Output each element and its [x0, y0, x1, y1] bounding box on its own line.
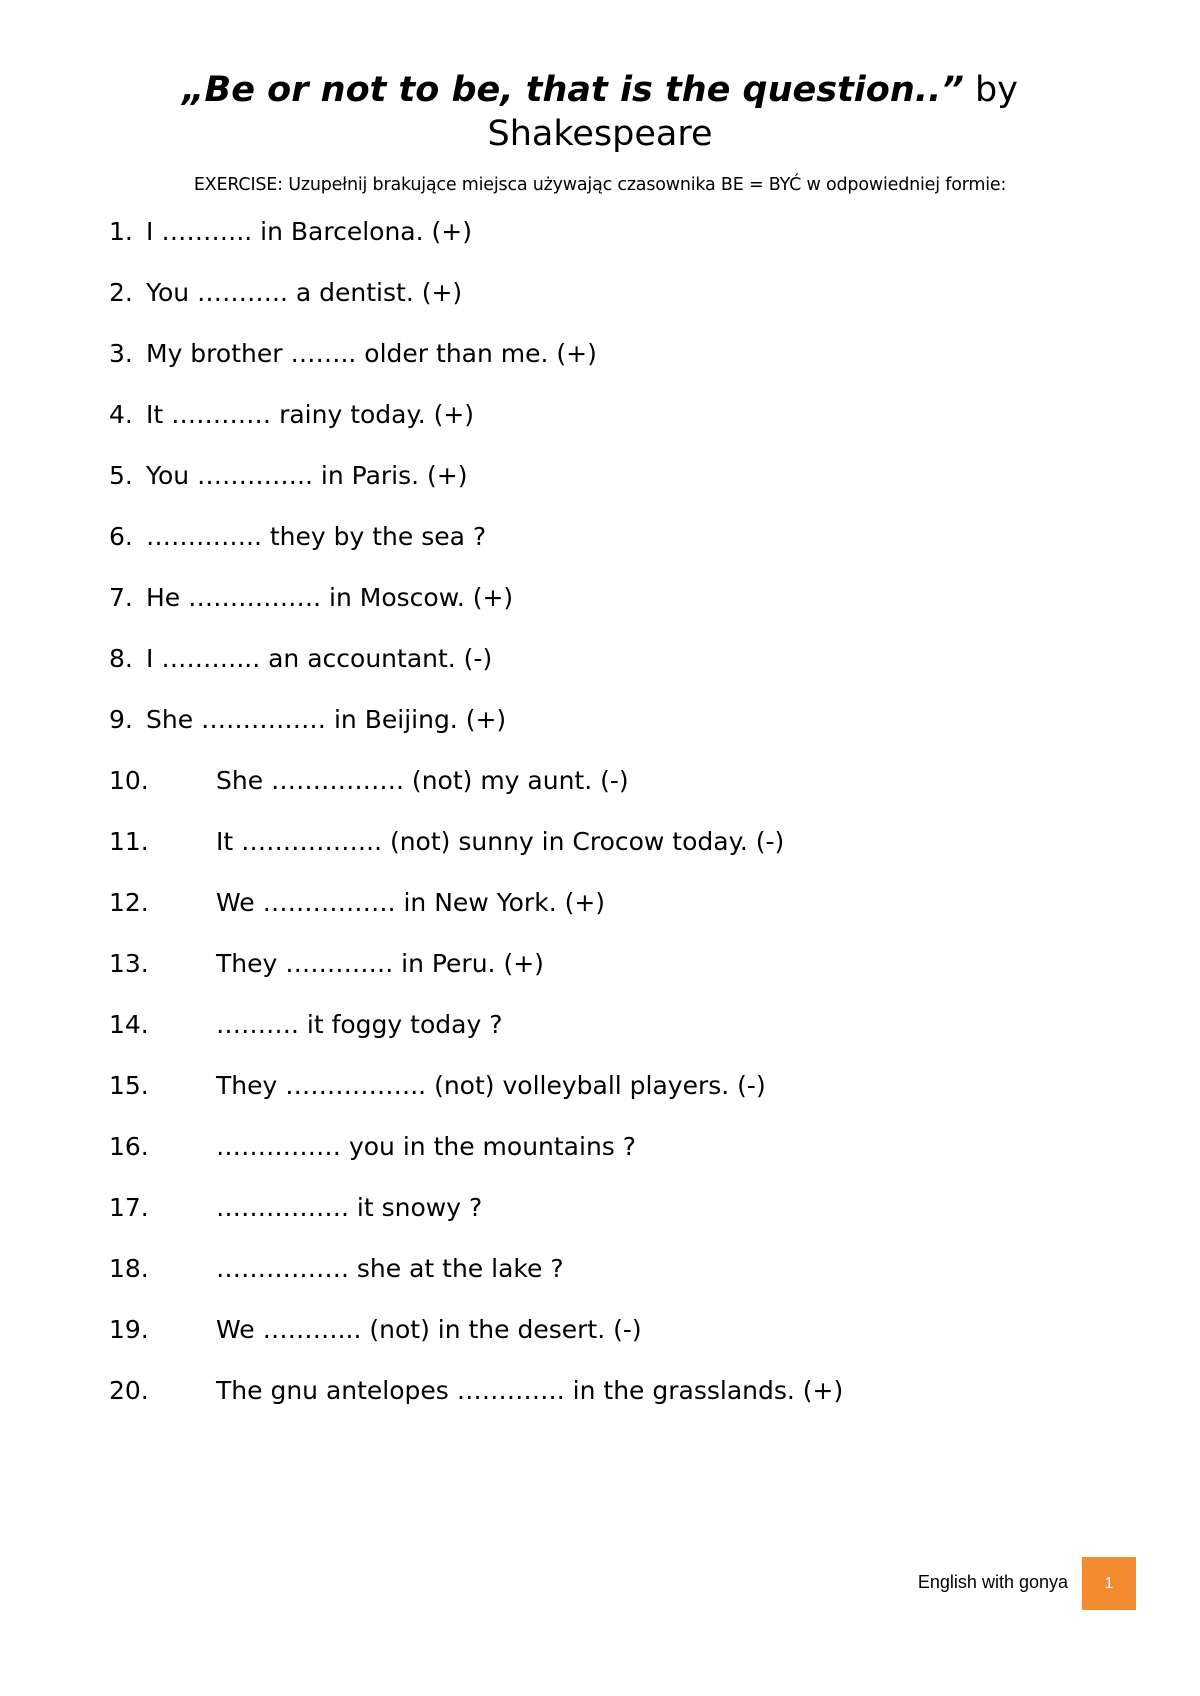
exercise-item	[0, 944, 1200, 984]
exercise-item	[0, 517, 1200, 557]
exercise-item	[0, 334, 1200, 374]
title-by: by	[963, 70, 1018, 110]
exercise-sentence: I ……….. in Barcelona. (+)	[146, 217, 472, 246]
exercise-sentence: We ……………. in New York. (+)	[216, 888, 606, 917]
exercise-item	[0, 639, 1200, 679]
exercise-number: 6.	[109, 522, 133, 551]
exercise-item	[0, 1310, 1200, 1350]
exercise-number: 9.	[109, 705, 133, 734]
exercise-item	[0, 395, 1200, 435]
exercise-sentence: My brother …….. older than me. (+)	[146, 339, 597, 368]
exercise-item	[0, 1066, 1200, 1106]
exercise-sentence: …………… you in the mountains ?	[216, 1132, 637, 1161]
exercise-number: 13.	[109, 949, 149, 978]
exercise-item	[0, 1249, 1200, 1289]
exercise-item	[0, 456, 1200, 496]
exercise-number: 19.	[109, 1315, 149, 1344]
exercise-item	[0, 212, 1200, 252]
exercise-sentence: ……………. she at the lake ?	[216, 1254, 564, 1283]
exercise-sentence: You ……….. a dentist. (+)	[146, 278, 463, 307]
exercise-sentence: He ……………. in Moscow. (+)	[146, 583, 514, 612]
exercise-item	[0, 273, 1200, 313]
exercise-item	[0, 578, 1200, 618]
title-author: Shakespeare	[487, 114, 713, 154]
exercise-number: 14.	[109, 1010, 149, 1039]
exercise-item	[0, 1188, 1200, 1228]
exercise-sentence: ………. it foggy today ?	[216, 1010, 503, 1039]
exercise-sentence: She ……………. (not) my aunt. (-)	[216, 766, 629, 795]
exercise-sentence: ………….. they by the sea ?	[146, 522, 487, 551]
exercise-number: 16.	[109, 1132, 149, 1161]
exercise-number: 3.	[109, 339, 133, 368]
exercise-number: 20.	[109, 1376, 149, 1405]
exercise-item	[0, 1127, 1200, 1167]
exercise-sentence: It …………….. (not) sunny in Crocow today. (-)	[216, 827, 785, 856]
page-title	[0, 68, 1200, 156]
exercise-sentence: You ………….. in Paris. (+)	[146, 461, 468, 490]
exercise-sentence: We ………... (not) in the desert. (-)	[216, 1315, 642, 1344]
exercise-item	[0, 700, 1200, 740]
exercise-number: 4.	[109, 400, 133, 429]
exercise-number: 11.	[109, 827, 149, 856]
exercise-sentence: I ………... an accountant. (-)	[146, 644, 493, 673]
exercise-number: 2.	[109, 278, 133, 307]
exercise-number: 8.	[109, 644, 133, 673]
exercise-sentence: They …………….. (not) volleyball players. (-)	[216, 1071, 766, 1100]
exercise-sentence: The gnu antelopes …………. in the grasslands. (+)	[216, 1376, 844, 1405]
exercise-number: 1.	[109, 217, 133, 246]
exercise-number: 10.	[109, 766, 149, 795]
exercise-item	[0, 822, 1200, 862]
exercise-sentence: They …………. in Peru. (+)	[216, 949, 544, 978]
exercise-number: 5.	[109, 461, 133, 490]
exercise-item	[0, 1371, 1200, 1411]
exercise-number: 12.	[109, 888, 149, 917]
exercise-number: 7.	[109, 583, 133, 612]
title-quote: „Be or not to be, that is the question..”	[182, 70, 964, 110]
exercise-item	[0, 883, 1200, 923]
exercise-sentence: It ………… rainy today. (+)	[146, 400, 475, 429]
exercise-item	[0, 1005, 1200, 1045]
footer-text: English with gonya	[917, 1572, 1068, 1592]
exercise-number: 18.	[109, 1254, 149, 1283]
exercise-sentence: ……………. it snowy ?	[216, 1193, 483, 1222]
exercise-instruction: EXERCISE: Uzupełnij brakujące miejsca używając czasownika BE = BYĆ w odpowiedniej formie:	[193, 175, 1007, 195]
exercise-number: 15.	[109, 1071, 149, 1100]
exercise-item	[0, 761, 1200, 801]
exercise-sentence: She …………… in Beijing. (+)	[146, 705, 507, 734]
page-number: 1	[1082, 1557, 1136, 1610]
exercise-number: 17.	[109, 1193, 149, 1222]
